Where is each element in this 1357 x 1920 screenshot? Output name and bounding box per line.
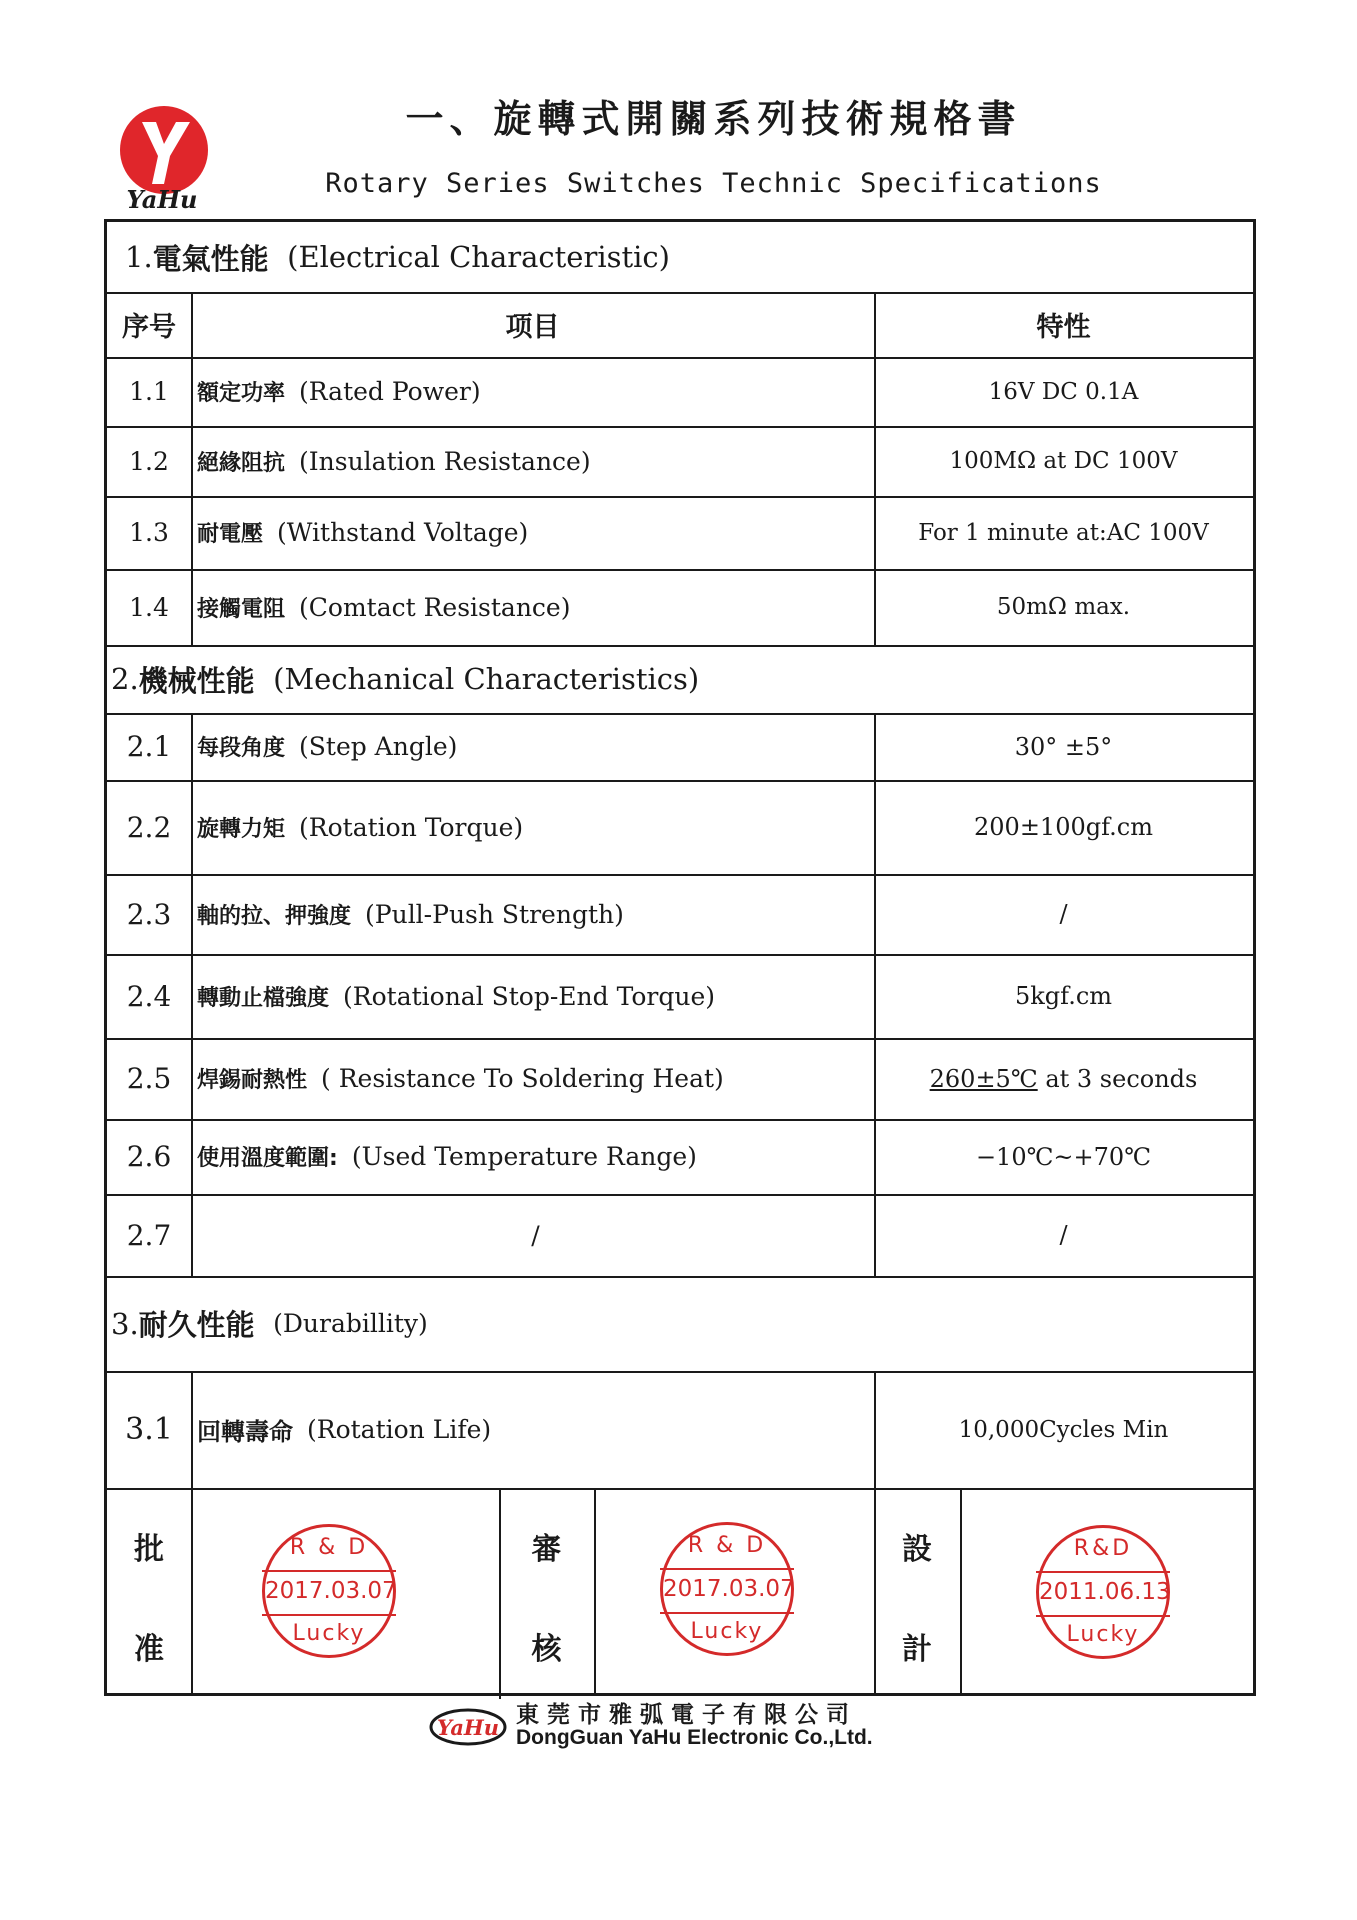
approve-label: 批 准 bbox=[134, 1532, 164, 1667]
spec-item: 回轉壽命 (Rotation Life) bbox=[197, 1415, 492, 1446]
row-number: 2.1 bbox=[126, 730, 172, 763]
section-mechanical-title bbox=[107, 645, 1253, 713]
spec-value: 100MΩ at DC 100V bbox=[949, 448, 1178, 474]
review-label: 審 核 bbox=[531, 1532, 562, 1667]
row-number: 2.3 bbox=[126, 897, 172, 931]
svg-text:YaHu: YaHu bbox=[126, 185, 198, 212]
spec-item: 軸的拉、押強度 (Pull-Push Strength) bbox=[197, 899, 624, 929]
spec-value: −10℃~+70℃ bbox=[975, 1142, 1152, 1171]
spec-item: 絕緣阻抗 (Insulation Resistance) bbox=[197, 446, 591, 476]
spec-value: 50mΩ max. bbox=[996, 594, 1131, 620]
footer-logo bbox=[428, 1706, 508, 1748]
row-number: 2.4 bbox=[126, 979, 172, 1013]
spec-value: 16V DC 0.1A bbox=[988, 378, 1139, 405]
spec-item: 旋轉力矩 (Rotation Torque) bbox=[197, 812, 524, 842]
section-title-en: (Electrical Characteristic) bbox=[287, 240, 670, 274]
section-title-zh: 電氣性能 bbox=[152, 241, 269, 276]
spec-item: 焊錫耐熱性 ( Resistance To Soldering Heat) bbox=[197, 1064, 724, 1093]
row-number: 2.6 bbox=[126, 1140, 172, 1173]
spec-value: 10,000Cycles Min bbox=[958, 1416, 1169, 1443]
row-number: 2.5 bbox=[126, 1062, 172, 1095]
row-number: 1.1 bbox=[129, 377, 169, 406]
spec-value: 260±5℃ at 3 seconds bbox=[929, 1064, 1198, 1093]
spec-item: 轉動止檔強度 (Rotational Stop-End Torque) bbox=[197, 981, 716, 1011]
review-stamp: R & D 2017.03.07 Lucky bbox=[660, 1522, 794, 1656]
section-title-en: (Durabillity) bbox=[273, 1309, 428, 1338]
row-number: 3.1 bbox=[125, 1412, 173, 1447]
section-title-zh: 耐久性能 bbox=[138, 1308, 255, 1342]
spec-value: 200±100gf.cm bbox=[974, 813, 1153, 841]
col-header-item: 项目 bbox=[505, 312, 560, 343]
spec-item: 接觸電阻 (Comtact Resistance) bbox=[197, 592, 571, 622]
spec-table bbox=[104, 219, 1256, 1696]
section-number: 2. bbox=[111, 662, 139, 696]
spec-value: 30° ±5° bbox=[1014, 732, 1113, 761]
spec-item: 每段角度 (Step Angle) bbox=[197, 732, 458, 761]
document-subtitle: Rotary Series Switches Technic Specifications bbox=[325, 168, 1102, 199]
spec-value: 5kgf.cm bbox=[1014, 982, 1113, 1010]
row-number: 1.4 bbox=[129, 592, 169, 622]
spec-item: 額定功率 (Rated Power) bbox=[197, 377, 481, 406]
spec-value: For 1 minute at:AC 100V bbox=[918, 519, 1209, 546]
row-number: 2.2 bbox=[126, 810, 172, 844]
spec-item: 使用溫度範圍: (Used Temperature Range) bbox=[197, 1142, 697, 1171]
svg-text:YaHu: YaHu bbox=[436, 1715, 500, 1740]
col-header-no: 序号 bbox=[122, 312, 176, 343]
spec-item: / bbox=[531, 1220, 540, 1250]
spec-value: / bbox=[1059, 1221, 1068, 1249]
section-durability-title bbox=[107, 1276, 1253, 1371]
company-name-en: DongGuan YaHu Electronic Co.,Ltd. bbox=[516, 1726, 873, 1749]
section-title-en: (Mechanical Characteristics) bbox=[273, 662, 700, 696]
row-number: 2.7 bbox=[126, 1218, 172, 1252]
design-label: 設 計 bbox=[902, 1532, 932, 1667]
row-number: 1.2 bbox=[129, 446, 169, 476]
spec-value: / bbox=[1059, 900, 1068, 928]
company-name-zh: 東莞市雅弧電子有限公司 bbox=[516, 1702, 857, 1728]
section-title-zh: 機械性能 bbox=[138, 663, 255, 698]
section-electrical-title bbox=[107, 222, 1253, 292]
approve-stamp: R & D 2017.03.07 Lucky bbox=[262, 1524, 396, 1658]
section-number: 1. bbox=[125, 240, 153, 274]
spec-item: 耐電壓 (Withstand Voltage) bbox=[197, 518, 529, 547]
design-stamp: R&D 2011.06.13 Lucky bbox=[1036, 1525, 1170, 1659]
section-number: 3. bbox=[111, 1306, 139, 1341]
document-title: 一、旋轉式開關系列技術規格書 bbox=[405, 97, 1022, 141]
row-number: 1.3 bbox=[129, 518, 169, 547]
col-header-property: 特性 bbox=[1036, 312, 1091, 343]
